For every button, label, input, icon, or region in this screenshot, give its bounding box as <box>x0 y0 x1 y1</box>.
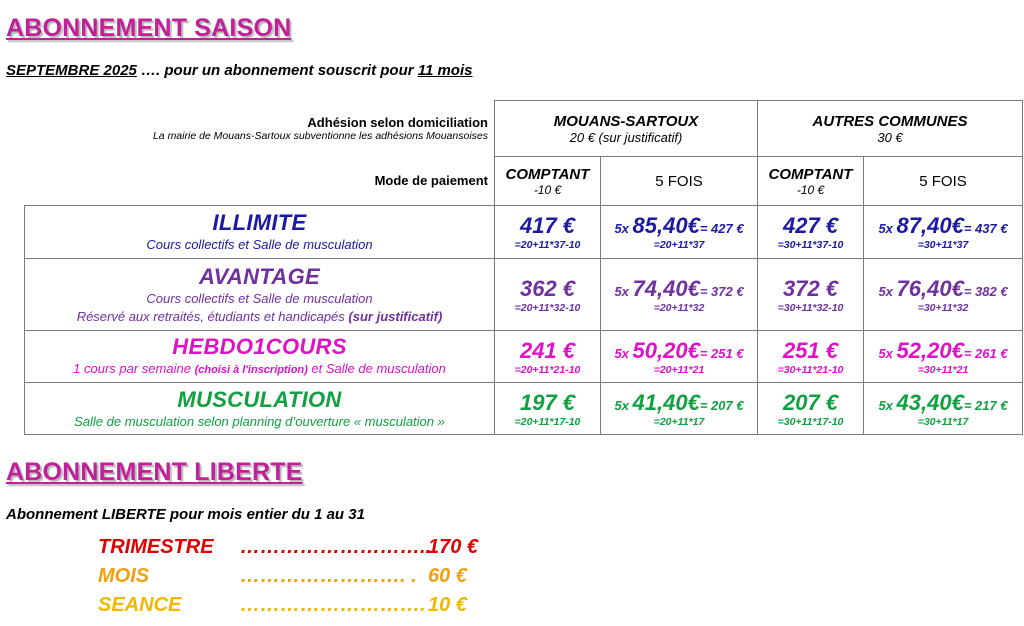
liberte-item-price: 60 € <box>428 565 467 587</box>
plan-description-note: (choisi à l'inscription) <box>194 364 308 376</box>
installment-prefix: 5x <box>878 345 897 361</box>
cash-price: 362 € <box>519 275 576 301</box>
price-formula: =30+11*37 <box>917 239 969 251</box>
liberte-item-dots: ………………………. <box>240 594 426 616</box>
payment-col-label: COMPTANT <box>505 165 590 183</box>
plan-description: 1 cours par semaine <box>73 361 195 376</box>
plan-name: MUSCULATION <box>177 386 342 412</box>
liberte-item-name: MOIS <box>98 565 150 587</box>
cash-price: 417 € <box>519 213 576 238</box>
location-price: 30 € <box>877 129 903 145</box>
liberte-title: ABONNEMENT LIBERTE <box>6 458 303 486</box>
installment-prefix: 5x <box>614 221 633 236</box>
price-formula: =30+11*37-10 <box>777 239 844 251</box>
plan-info-cell <box>25 206 495 259</box>
season-date: SEPTEMBRE 2025 <box>6 62 137 79</box>
price-formula: =30+11*17-10 <box>777 415 844 428</box>
payment-col-header <box>758 157 864 206</box>
adhesion-label: Adhésion selon domiciliation <box>307 115 488 130</box>
payment-col-label: COMPTANT <box>768 165 853 183</box>
season-duration: 11 mois <box>417 62 473 79</box>
liberte-item-dots: ……………………. . <box>240 565 417 587</box>
plan-row-hebdo1cours <box>25 331 1023 383</box>
price-formula: =30+11*32 <box>917 301 969 314</box>
ac-installment-cell <box>864 331 1023 383</box>
payment-col-header <box>495 157 601 206</box>
adhesion-label-cell <box>25 101 495 157</box>
installment-prefix: 5x <box>614 283 633 299</box>
installment-total: = 261 € <box>963 345 1008 361</box>
price-formula: =20+11*37-10 <box>514 239 581 251</box>
installment-total: = 437 € <box>963 221 1008 236</box>
plan-row-avantage <box>25 259 1023 331</box>
price-formula: =20+11*32 <box>653 301 705 314</box>
ms-installment-cell <box>601 259 758 331</box>
liberte-item-name: SEANCE <box>98 594 182 616</box>
installment-prefix: 5x <box>878 221 897 236</box>
installment-amount: 41,40€ <box>632 389 700 415</box>
payment-col-sub: -10 € <box>533 182 562 197</box>
plan-info-cell <box>25 331 495 383</box>
ac-cash-cell <box>758 383 864 435</box>
ac-cash-cell <box>758 259 864 331</box>
installment-amount: 50,20€ <box>632 337 700 363</box>
location-price: 20 € (sur justificatif) <box>569 129 683 145</box>
ac-installment-cell <box>864 206 1023 259</box>
price-formula: =20+11*17-10 <box>514 415 581 428</box>
plan-description-extra: et Salle de musculation <box>307 361 446 376</box>
plan-description: Cours collectifs et Salle de musculation <box>146 237 373 252</box>
adhesion-row <box>25 101 1023 157</box>
plan-info-cell <box>25 259 495 331</box>
mode-label-cell <box>25 157 495 206</box>
installment-total: = 251 € <box>699 345 744 361</box>
payment-mode-row <box>25 157 1023 206</box>
installment-total: = 217 € <box>963 397 1008 413</box>
plan-name: HEBDO1COURS <box>172 334 347 359</box>
location-name: MOUANS-SARTOUX <box>553 112 699 130</box>
price-formula: =20+11*17 <box>653 415 705 428</box>
installment-total: = 207 € <box>699 397 744 413</box>
liberte-subtitle: Abonnement LIBERTE pour mois entier du 1 au 31 <box>6 506 365 523</box>
price-formula: =30+11*21 <box>917 363 969 376</box>
ms-cash-cell <box>495 259 601 331</box>
ac-installment-cell <box>864 383 1023 435</box>
plan-description-extra: Réservé aux retraités, étudiants et handicapés <box>76 308 349 324</box>
ac-installment-cell <box>864 259 1023 331</box>
payment-col-header <box>601 157 758 206</box>
installment-total: = 382 € <box>963 283 1008 299</box>
plan-name: AVANTAGE <box>199 263 320 289</box>
plan-description: Cours collectifs et Salle de musculation <box>146 290 373 306</box>
location-autres-communes <box>758 101 1023 157</box>
plan-row-illimite <box>25 206 1023 259</box>
ms-cash-cell <box>495 383 601 435</box>
liberte-item-price: 10 € <box>428 594 467 616</box>
installment-amount: 76,40€ <box>896 275 964 301</box>
price-formula: =30+11*32-10 <box>777 301 844 314</box>
ms-installment-cell <box>601 331 758 383</box>
payment-col-header <box>864 157 1023 206</box>
season-subtitle-text: …. pour un abonnement souscrit pour <box>136 62 418 79</box>
adhesion-note: La mairie de Mouans-Sartoux subventionne les adhésions Mouansoises <box>152 130 488 142</box>
season-subtitle <box>6 62 472 79</box>
liberte-item-name: TRIMESTRE <box>98 536 214 558</box>
ac-cash-cell <box>758 331 864 383</box>
cash-price: 197 € <box>519 389 576 415</box>
plan-description-note: (sur justificatif) <box>348 308 443 324</box>
installment-amount: 85,40€ <box>632 213 700 238</box>
installment-prefix: 5x <box>878 283 897 299</box>
price-formula: =30+11*21-10 <box>777 363 844 376</box>
price-formula: =20+11*37 <box>653 239 705 251</box>
cash-price: 207 € <box>782 389 839 415</box>
installment-prefix: 5x <box>614 397 633 413</box>
installment-amount: 74,40€ <box>632 275 700 301</box>
installment-amount: 87,40€ <box>896 213 964 238</box>
plan-name: ILLIMITE <box>212 210 307 235</box>
ms-installment-cell <box>601 383 758 435</box>
ac-cash-cell <box>758 206 864 259</box>
price-formula: =30+11*17 <box>917 415 969 428</box>
payment-col-label: 5 FOIS <box>919 172 967 190</box>
plan-description: Salle de musculation selon planning d’ouverture « musculation » <box>74 413 445 429</box>
installment-total: = 427 € <box>699 221 744 236</box>
price-formula: =20+11*32-10 <box>514 301 581 314</box>
ms-installment-cell <box>601 206 758 259</box>
liberte-item-dots: ……………………….. <box>240 536 432 558</box>
liberte-item-price: 170 € <box>428 536 479 558</box>
installment-amount: 52,20€ <box>896 337 964 363</box>
installment-amount: 43,40€ <box>896 389 964 415</box>
payment-col-label: 5 FOIS <box>655 172 703 190</box>
cash-price: 251 € <box>782 337 839 363</box>
cash-price: 372 € <box>782 275 839 301</box>
plan-info-cell <box>25 383 495 435</box>
payment-col-sub: -10 € <box>796 182 825 197</box>
plan-row-musculation <box>25 383 1023 435</box>
price-formula: =20+11*21 <box>653 363 705 376</box>
installment-prefix: 5x <box>614 345 633 361</box>
mode-label: Mode de paiement <box>374 172 488 188</box>
ms-cash-cell <box>495 331 601 383</box>
installment-total: = 372 € <box>699 283 744 299</box>
cash-price: 427 € <box>782 213 839 238</box>
location-mouans-sartoux <box>495 101 758 157</box>
cash-price: 241 € <box>519 337 576 363</box>
page-title: ABONNEMENT SAISON <box>6 14 292 42</box>
installment-prefix: 5x <box>878 397 897 413</box>
location-name: AUTRES COMMUNES <box>812 112 968 130</box>
ms-cash-cell <box>495 206 601 259</box>
price-formula: =20+11*21-10 <box>514 363 581 376</box>
pricing-table <box>24 100 1023 435</box>
